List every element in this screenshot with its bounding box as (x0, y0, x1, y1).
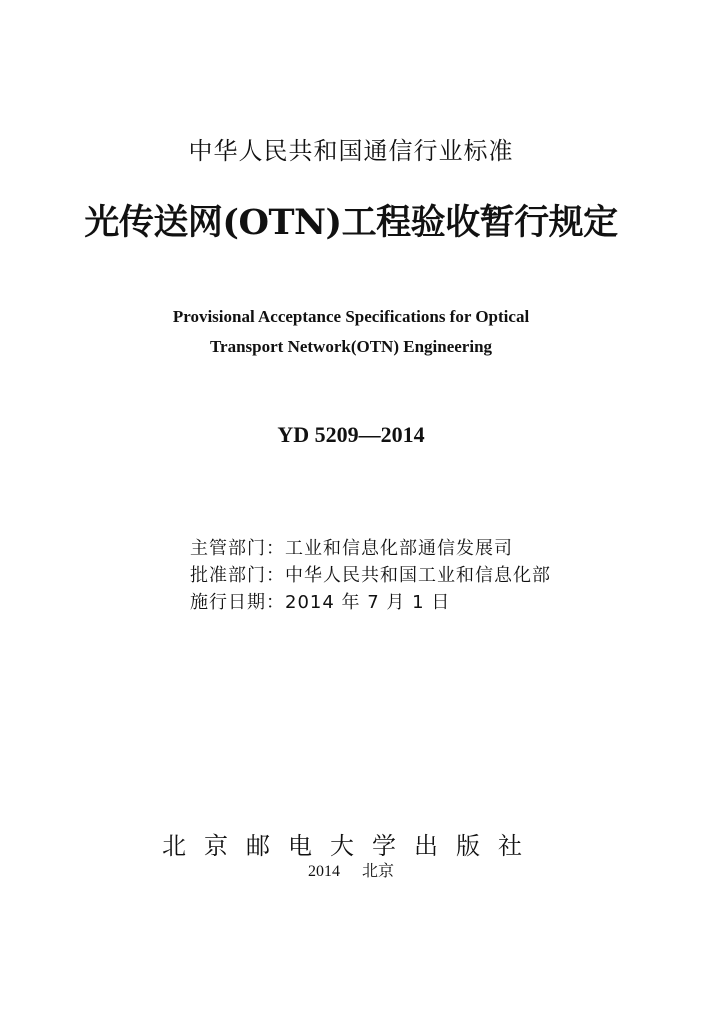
competent-department: 主管部门：工业和信息化部通信发展司 (190, 538, 513, 559)
publication-year-city (0, 858, 702, 881)
standard-number: YD 5209—2014 (277, 422, 425, 447)
chinese-title: 光传送网(OTN)工程验收暂行规定 (84, 202, 618, 243)
implementation-date: 施行日期：2014 年 7 月 1 日 (190, 592, 451, 613)
industry-standard-heading: 中华人民共和国通信行业标准 (188, 137, 514, 165)
approving-department: 批准部门：中华人民共和国工业和信息化部 (190, 565, 551, 586)
metadata-block (190, 535, 551, 616)
english-title-line-2: Transport Network(OTN) Engineering (209, 337, 493, 356)
publication-year: 2014 (307, 863, 340, 880)
english-title-line-1: Provisional Acceptance Specifications for Optical (172, 307, 530, 326)
publisher-name: 北京邮电大学出版社 (162, 832, 540, 860)
publication-city: 北京 (361, 861, 394, 880)
